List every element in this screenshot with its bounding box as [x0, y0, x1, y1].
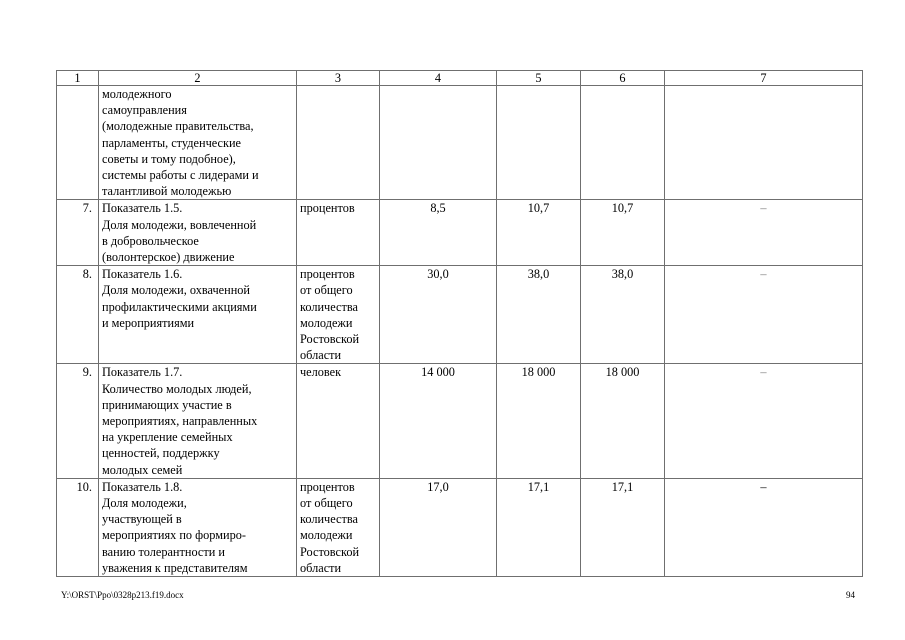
cell-note	[665, 86, 863, 200]
cell-description	[99, 266, 297, 364]
description-line: молодежного	[102, 87, 172, 101]
unit-line: от общего	[300, 283, 353, 298]
description-line: (молодежные правительства,	[102, 119, 254, 134]
cell-value	[497, 86, 581, 200]
cell-value: 30,0	[380, 266, 497, 364]
cell-value: 17,1	[581, 478, 665, 576]
unit-line: процентов	[300, 267, 355, 282]
table-row	[57, 364, 863, 478]
description-line: самоуправления	[102, 103, 187, 118]
unit-line: молодежи	[300, 315, 353, 330]
footer-file-path: Y:\ORST\Ppo\0328p213.f19.docx	[61, 590, 184, 600]
description-line: парламенты, студенческие	[102, 135, 241, 150]
description-line: мероприятиях, направленных	[102, 414, 258, 429]
cell-description	[99, 478, 297, 576]
cell-value: 8,5	[380, 200, 497, 266]
description-line: и мероприятиями	[102, 315, 195, 330]
cell-value: 38,0	[581, 266, 665, 364]
description-line: мероприятиях по формиро-	[102, 528, 246, 543]
unit-line: количества	[300, 512, 358, 527]
unit-line: Ростовской	[300, 544, 360, 559]
cell-unit	[297, 86, 380, 200]
indicators-table	[56, 70, 863, 577]
cell-num	[57, 86, 99, 200]
description-line: ванию толерантности и	[102, 544, 225, 559]
cell-description	[99, 200, 297, 266]
description-line: в добровольческое	[102, 233, 199, 248]
footer-page-number: 94	[846, 590, 855, 600]
description-line: Показатель 1.5.	[102, 201, 183, 216]
description-line: советы и тому подобное),	[102, 151, 236, 166]
cell-unit	[297, 364, 380, 478]
description-line: системы работы с лидерами и	[102, 168, 259, 183]
cell-num: 8.	[57, 266, 99, 364]
cell-unit	[297, 478, 380, 576]
description-line: Показатель 1.7.	[102, 365, 183, 380]
description-line: на укрепление семейных	[102, 430, 233, 445]
unit-line: процентов	[300, 201, 355, 216]
unit-line: от общего	[300, 496, 353, 511]
header-row	[57, 71, 863, 86]
header-cell: 5	[497, 71, 581, 86]
description-line: ценностей, поддержку	[102, 446, 220, 461]
header-cell: 3	[297, 71, 380, 86]
cell-note: –	[665, 364, 863, 478]
description-line: профилактическими акциями	[102, 299, 257, 314]
cell-value: 14 000	[380, 364, 497, 478]
cell-value: 17,0	[380, 478, 497, 576]
description-line: Количество молодых людей,	[102, 381, 252, 396]
description-line: Показатель 1.8.	[102, 479, 183, 494]
description-line: Доля молодежи,	[102, 496, 187, 511]
description-line: талантливой молодежью	[102, 184, 232, 199]
cell-note: –	[665, 200, 863, 266]
cell-value	[380, 86, 497, 200]
description-line: молодых семей	[102, 462, 183, 477]
header-cell: 1	[57, 71, 99, 86]
description-line: Доля молодежи, охваченной	[102, 283, 251, 298]
cell-value: 10,7	[581, 200, 665, 266]
description-line: Показатель 1.6.	[102, 267, 183, 282]
table-row	[57, 200, 863, 266]
cell-value: 17,1	[497, 478, 581, 576]
cell-value: 18 000	[497, 364, 581, 478]
cell-description	[99, 86, 297, 200]
cell-num: 9.	[57, 364, 99, 478]
cell-value: 18 000	[581, 364, 665, 478]
table-row	[57, 266, 863, 364]
header-cell: 4	[380, 71, 497, 86]
unit-line: человек	[300, 365, 342, 380]
description-line: (волонтерское) движение	[102, 250, 235, 265]
unit-line: молодежи	[300, 528, 353, 543]
cell-description	[99, 364, 297, 478]
header-cell: 7	[665, 71, 863, 86]
cell-num: 10.	[57, 478, 99, 576]
cell-unit	[297, 266, 380, 364]
table-row-continuation	[57, 86, 863, 200]
unit-line: Ростовской	[300, 332, 360, 347]
cell-value: 10,7	[497, 200, 581, 266]
header-cell: 6	[581, 71, 665, 86]
cell-value	[581, 86, 665, 200]
cell-note: –	[665, 478, 863, 576]
unit-line: области	[300, 560, 342, 575]
cell-note: –	[665, 266, 863, 364]
cell-num: 7.	[57, 200, 99, 266]
description-line: участвующей в	[102, 512, 182, 527]
cell-value: 38,0	[497, 266, 581, 364]
table-row	[57, 478, 863, 576]
unit-line: области	[300, 348, 342, 363]
header-cell: 2	[99, 71, 297, 86]
unit-line: процентов	[300, 479, 355, 494]
description-line: Доля молодежи, вовлеченной	[102, 217, 257, 232]
description-line: уважения к представителям	[102, 560, 248, 575]
unit-line: количества	[300, 299, 358, 314]
description-line: принимающих участие в	[102, 397, 232, 412]
cell-unit	[297, 200, 380, 266]
